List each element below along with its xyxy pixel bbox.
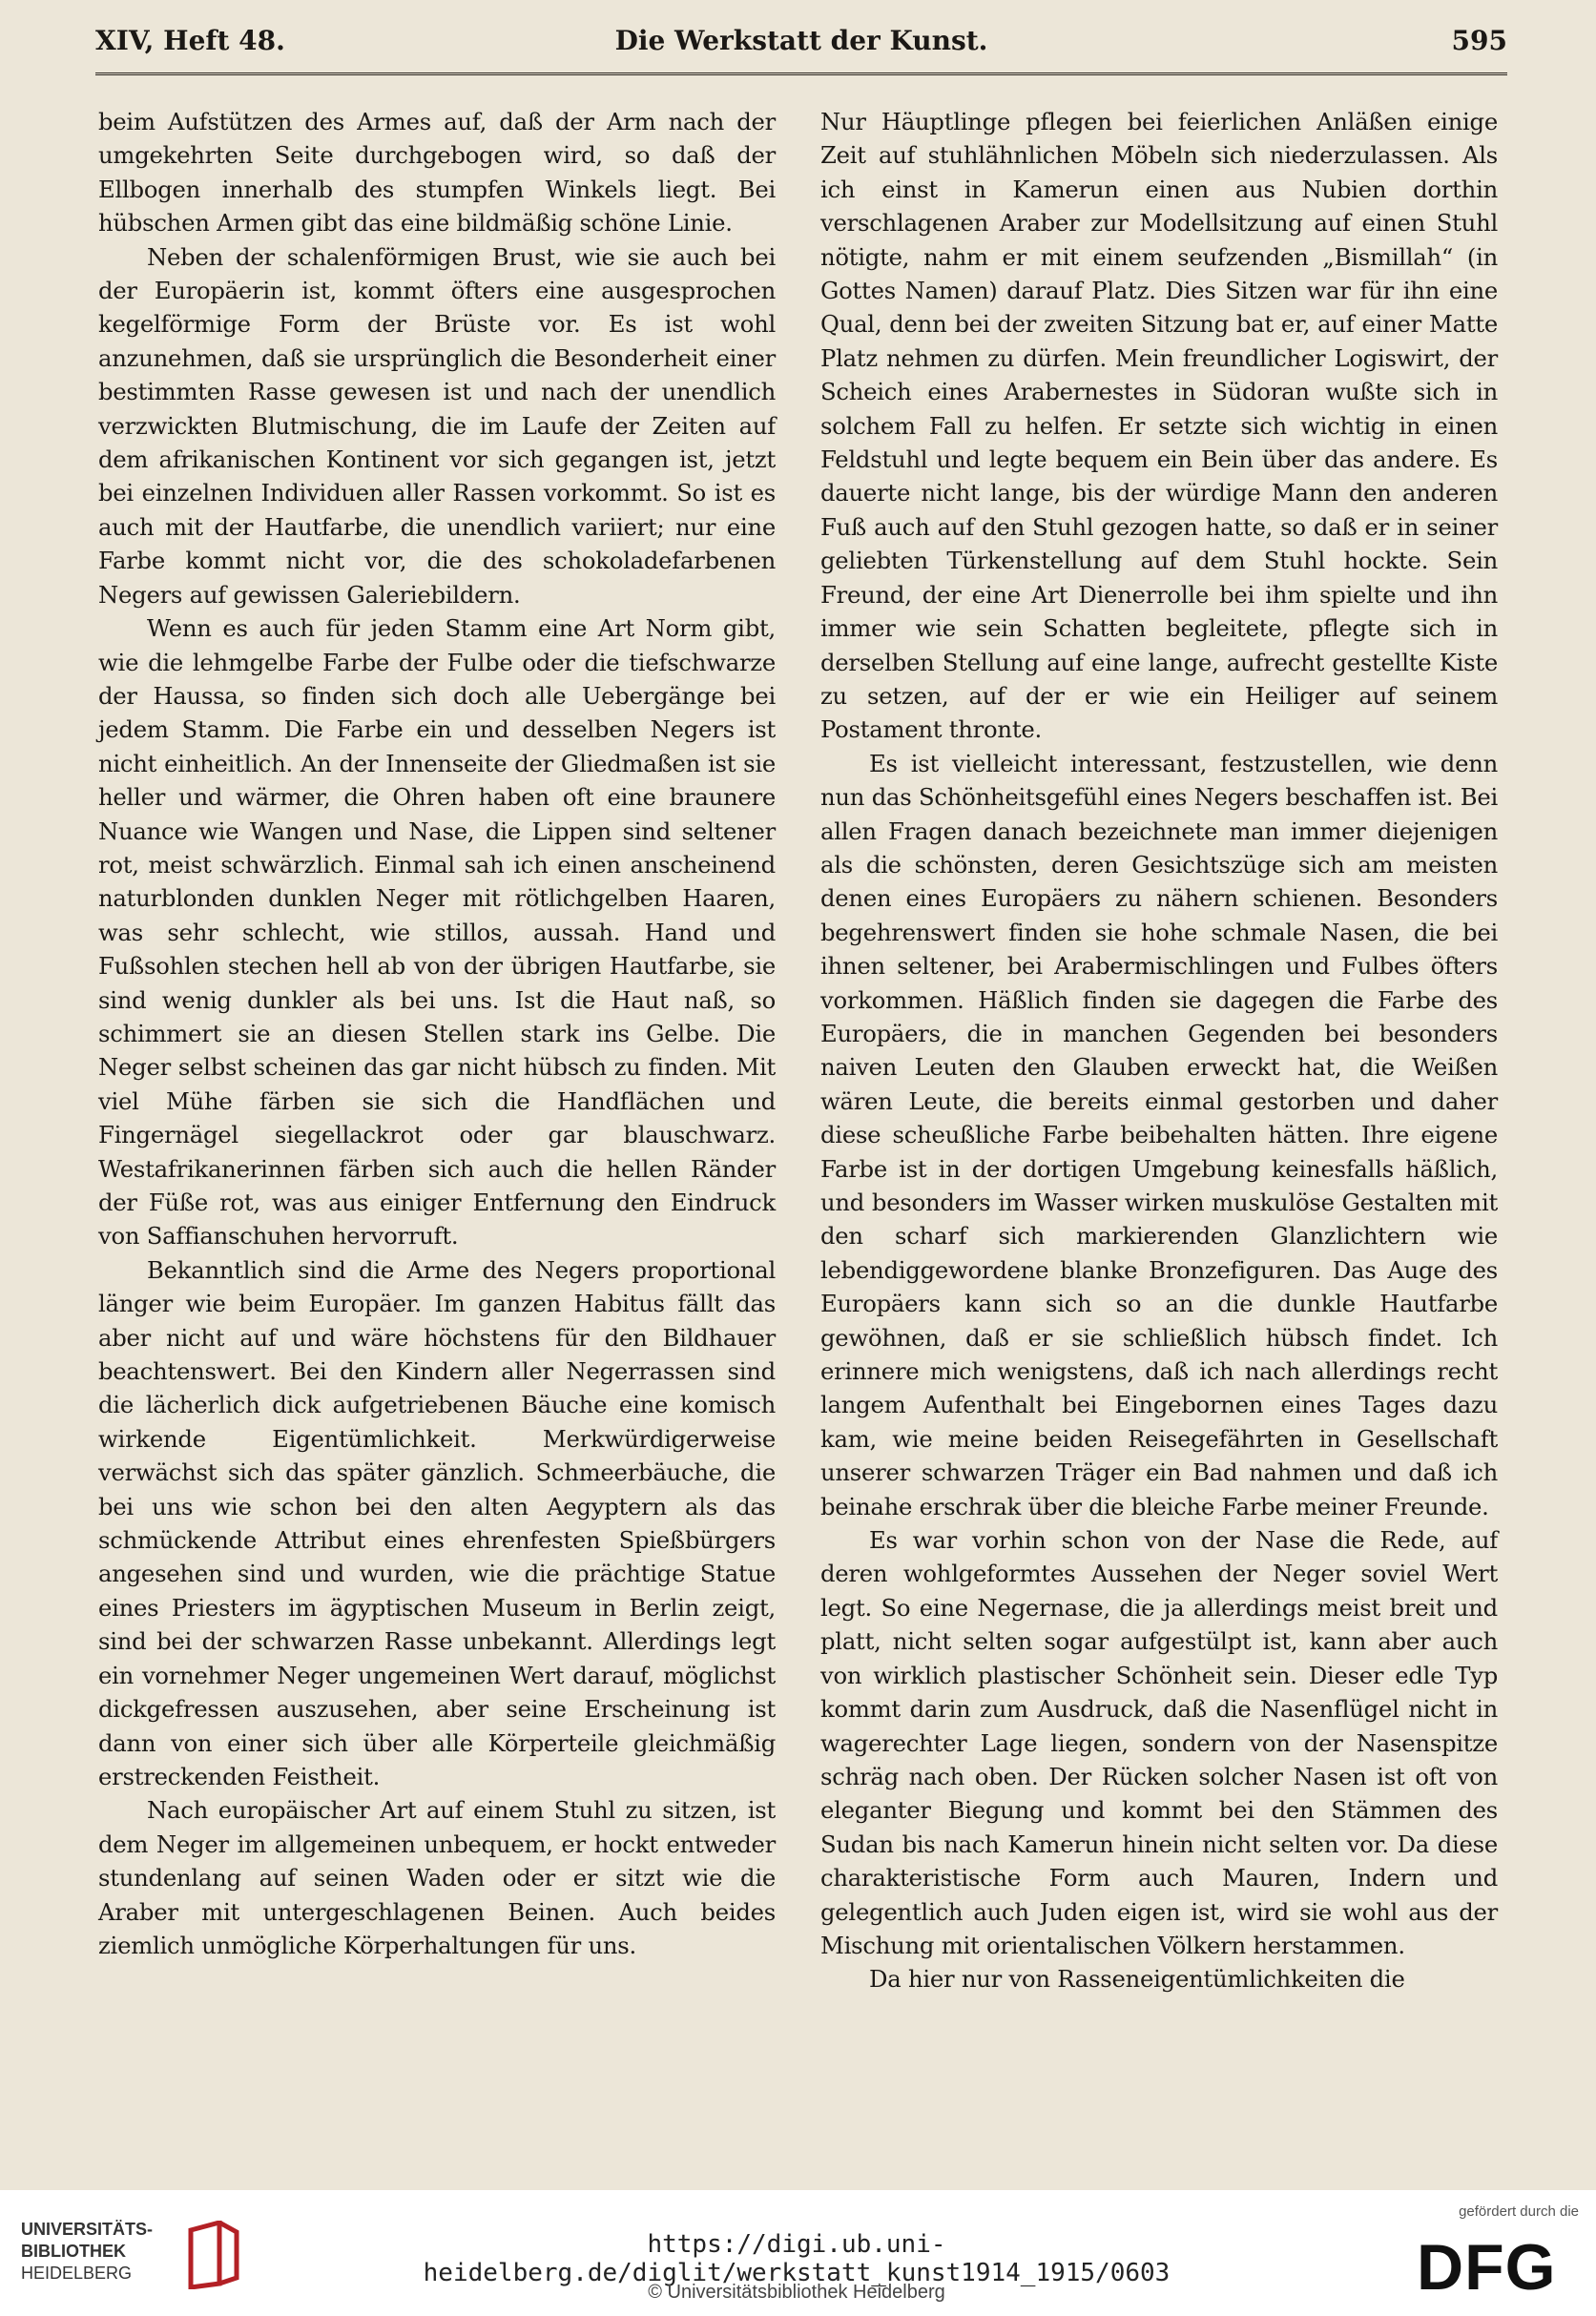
digitization-footer bbox=[0, 2190, 1596, 2316]
library-name-line3: HEIDELBERG bbox=[21, 2264, 133, 2283]
paragraph: beim Aufstützen des Armes auf, daß der Arm nach der umgekehrten Seite durchgebogen wird, so daß der Ellbogen innerhalb des stumpfen Winkels liegt. Bei hübschen Armen gibt das eine bildmäßig schöne Linie. bbox=[98, 108, 776, 238]
source-url[interactable]: https://digi.ub.uni-heidelberg.de/diglit/werkstatt_kunst1914_1915/0603 bbox=[423, 2230, 1171, 2287]
library-name-line1: UNIVERSITÄTS- bbox=[21, 2220, 154, 2239]
paragraph: Es ist vielleicht interessant, festzustellen, wie denn nun das Schönheitsgefühl eines Negers beschaffen ist. Bei allen Fragen danach bezeichnete man immer diejenigen als die schönsten, deren Gesichtszüge sich am meisten denen eines Europäers zu nähern schienen. Besonders begehrenswert finden sie hohe schmale Nasen, die bei ihnen seltener, bei Arabermischlingen und Fulbes öfters vorkommen. Häßlich finden sie dagegen die Farbe des Europäers, die in manchen Gegenden bei besonders naiven Leuten den Glauben erweckt hat, die Weißen wären Leute, die bereits einmal gestorben und daher diese scheußliche Farbe beibehalten hätten. Ihre eigene Farbe ist in der dortigen Umgebung keinesfalls häßlich, und besonders im Wasser wirken muskulöse Gestalten mit den scharf sich markierenden Glanzlichtern wie lebendiggewordene blanke Bronzefiguren. Das Auge des Europäers kann sich so an die dunkle Hautfarbe gewöhnen, daß er sie schließlich hübsch findet. Ich erinnere mich wenigstens, daß ich nach allerdings recht langem Aufenthalt bei Eingebornen eines Tages dazu kam, wie meine beiden Reisegefährten in Gesellschaft unserer schwarzen Träger ein Bad nahmen und daß ich beinahe erschrak über die bleiche Farbe meiner Freunde. bbox=[820, 749, 1498, 1520]
journal-title: Die Werkstatt der Kunst. bbox=[614, 25, 988, 56]
copyright-notice: © Universitätsbibliothek Heidelberg bbox=[648, 2282, 945, 2303]
header-rule bbox=[95, 72, 1507, 75]
library-emblem-icon bbox=[181, 2221, 242, 2289]
library-name-line2: BIBLIOTHEK bbox=[21, 2242, 126, 2261]
paragraph: Da hier nur von Rasseneigentümlichkeiten die bbox=[869, 1965, 1405, 1994]
dfg-wordmark: DFG bbox=[1417, 2231, 1557, 2304]
running-header bbox=[95, 25, 1507, 74]
dfg-logo bbox=[1407, 2203, 1579, 2308]
paragraph: Es war vorhin schon von der Nase die Rede, auf deren wohlgeformtes Aussehen der Neger soviel Wert legt. So eine Negernase, die ja allerdings meist breit und platt, nicht selten sogar aufgestülpt ist, kann aber auch von wirklich plastischer Schönheit sein. Dieser edle Typ kommt darin zum Ausdruck, daß die Nasenflügel nicht in wagerechter Lage liegen, sondern von der Nasenspitze schräg nach oben. Der Rücken solcher Nasen ist oft von eleganter Biegung und kommt bei den Stämmen des Sudan bis nach Kamerun hinein nicht selten vor. Da diese charakteristische Form auch Mauren, Indern und gelegentlich auch Juden eigen ist, wird sie wohl aus der Mischung mit orientalischen Völkern herstammen. bbox=[820, 1526, 1498, 1959]
right-column bbox=[820, 105, 1498, 2099]
funding-caption: gefördert durch die bbox=[1459, 2203, 1579, 2220]
left-column bbox=[98, 105, 776, 2099]
volume-label: XIV, Heft 48. bbox=[95, 25, 285, 56]
page-number: 595 bbox=[1451, 25, 1507, 56]
paragraph: Nur Häuptlinge pflegen bei feierlichen Anläßen einige Zeit auf stuhlähnlichen Möbeln sich niederzulassen. Als ich einst in Kamerun einen aus Nubien dorthin verschlagenen Araber zur Modellsitzung auf einen Stuhl nötigte, nahm er mit einem seufzenden „Bismillah“ (in Gottes Namen) darauf Platz. Dies Sitzen war für ihn eine Qual, denn bei der zweiten Sitzung bat er, auf einer Matte Platz nehmen zu dürfen. Mein freundlicher Logiswirt, der Scheich eines Arabernestes in Südoran wußte sich in solchem Fall zu helfen. Er setzte sich wichtig in einen Feldstuhl und legte bequem ein Bein über das andere. Es dauerte nicht lange, bis der würdige Mann den anderen Fuß auch auf den Stuhl gezogen hatte, so daß er in seiner geliebten Türkenstellung auf dem Stuhl hockte. Sein Freund, der eine Art Dienerrolle bei ihm spielte und ihn immer wie sein Schatten begleitete, pflegte sich in derselben Stellung auf eine lange, aufrecht gestellte Kiste zu setzen, auf der er wie ein Heiliger auf seinem Postament thronte. bbox=[820, 108, 1498, 744]
paragraph: Neben der schalenförmigen Brust, wie sie auch bei der Europäerin ist, kommt öfters eine ausgesprochen kegelförmige Form der Brüste vor. Es ist wohl anzunehmen, daß sie ursprünglich die Besonderheit einer bestimmten Rasse gewesen ist und nach der unendlich verzwickten Blutmischung, die im Laufe der Zeiten auf dem afrikanischen Kontinent vor sich gegangen ist, jetzt bei einzelnen Individuen aller Rassen vorkommt. So ist es auch mit der Hautfarbe, die unendlich variiert; nur eine Farbe kommt nicht vor, die des schokoladefarbenen Negers auf gewissen Galeriebildern. bbox=[98, 242, 776, 609]
paragraph: Bekanntlich sind die Arme des Negers proportional länger wie beim Europäer. Im ganzen Habitus fällt das aber nicht auf und wäre höchstens für den Bildhauer beachtenswert. Bei den Kindern aller Negerrassen sind die lächerlich dick aufgetriebenen Bäuche eine komisch wirkende Eigentümlichkeit. Merkwürdigerweise verwächst sich das später gänzlich. Schmeerbäuche, die bei uns wie schon bei den alten Aegyptern als das schmückende Attribut eines ehrenfesten Spießbürgers angesehen sind und wurden, wie die prächtige Statue eines Priesters im ägyptischen Museum in Berlin zeigt, sind bei der schwarzen Rasse unbekannt. Allerdings legt ein vornehmer Neger ungemeinen Wert darauf, möglichst dickgefressen auszusehen, aber seine Erscheinung ist dann von einer sich über alle Körperteile gleichmäßig erstreckenden Feistheit. bbox=[98, 1255, 776, 1790]
paragraph: Nach europäischer Art auf einem Stuhl zu sitzen, ist dem Neger im allgemeinen unbequem, er hockt entweder stundenlang auf seinen Waden oder er sitzt wie die Araber mit untergeschlagenen Beinen. Auch beides ziemlich unmögliche Körperhaltungen für uns. bbox=[98, 1796, 776, 1959]
library-logo bbox=[21, 2219, 250, 2295]
paragraph: Wenn es auch für jeden Stamm eine Art Norm gibt, wie die lehmgelbe Farbe der Fulbe oder die tiefschwarze der Haussa, so finden sich doch alle Uebergänge bei jedem Stamm. Die Farbe ein und desselben Negers ist nicht einheitlich. An der Innenseite der Gliedmaßen ist sie heller und wärmer, die Ohren haben oft eine braunere Nuance wie Wangen und Nase, die Lippen sind seltener rot, meist schwärzlich. Einmal sah ich einen anscheinend naturblonden dunklen Neger mit rötlichgelben Haaren, was sehr schlecht, wie stillos, aussah. Hand und Fußsohlen stechen hell ab von der übrigen Hautfarbe, sie sind wenig dunkler als bei uns. Ist die Haut naß, so schimmert sie an diesen Stellen stark ins Gelbe. Die Neger selbst scheinen das gar nicht hübsch zu finden. Mit viel Mühe färben sie sich die Handflächen und Fingernägel siegellackrot oder gar blauschwarz. Westafrikanerinnen färben sich auch die hellen Ränder der Füße rot, was aus einiger Entfernung den Eindruck von Saffianschuhen hervorruft. bbox=[98, 614, 776, 1251]
